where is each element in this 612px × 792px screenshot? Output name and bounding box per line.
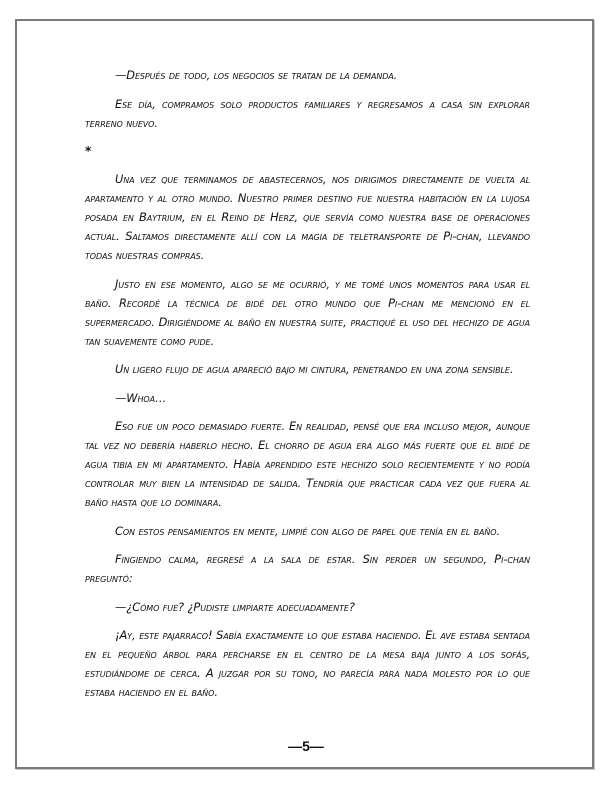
page-number: —5—: [288, 738, 324, 754]
paragraph: Justo en ese momento, algo se me ocurrió, y me tomé unos momentos para usar el baño. Recordé la técnica de bidé del otro mundo que Pi-chan me mencionó en el supermercado. Dirigiéndome al baño en nuestra suite, practiqué el uso del hechizo de agua tan suavemente como pude.: [85, 276, 530, 348]
body-text: [85, 66, 530, 712]
paragraph: —Whoa…: [115, 390, 167, 405]
paragraph: Fingiendo calma, regresé a la sala de estar. Sin perder un segundo, Pi-chan preguntó:: [85, 552, 530, 585]
paragraph: Ese día, compramos solo productos familiares y regresamos a casa sin explorar terreno nuevo.: [85, 96, 530, 130]
scene-break-asterisk: *: [85, 144, 92, 158]
paragraph: ¡Ay, este pajarraco! Sabía exactamente lo que estaba haciendo. El ave estaba sentada en el pequeño árbol para percharse en el centro de la mesa baja junto a los sofás, estudiándome de cerca. A juzgar por su tono, no parecía para nada molesto por lo que estaba haciendo en el baño.: [85, 628, 530, 699]
paragraph: Una vez que terminamos de abastecernos, nos dirigimos directamente de vuelta al apartamento y al otro mundo. Nuestro primer destino fue nuestra habitación en la lujosa posada en Baytrium, en el Reino de Herz, que servía como nuestra base de operaciones actual. Saltamos directamente allí con la magia de teletransporte de Pi-chan, llevando todas nuestras compras.: [85, 172, 530, 262]
paragraph: Con estos pensamientos en mente, limpié con algo de papel que tenía en el baño.: [115, 523, 501, 538]
paragraph: Eso fue un poco demasiado fuerte. En realidad, pensé que era incluso mejor, aunque tal vez no debería haberlo hecho. El chorro de agua era algo más fuerte que el bidé de agua tibia en mi apartamento. Había aprendido este hechizo solo recientemente y no podía controlar muy bien la intensidad de salida. Tendría que practicar cada vez que fuera al baño hasta que lo dominara.: [85, 419, 530, 509]
paragraph: Un ligero flujo de agua apareció bajo mi cintura, penetrando en una zona sensible.: [115, 362, 514, 376]
paragraph: —¿Cómo fue? ¿Pudiste limpiarte adecuadamente?: [115, 599, 355, 614]
paragraph: —Después de todo, los negocios se tratan de la demanda.: [115, 68, 398, 82]
